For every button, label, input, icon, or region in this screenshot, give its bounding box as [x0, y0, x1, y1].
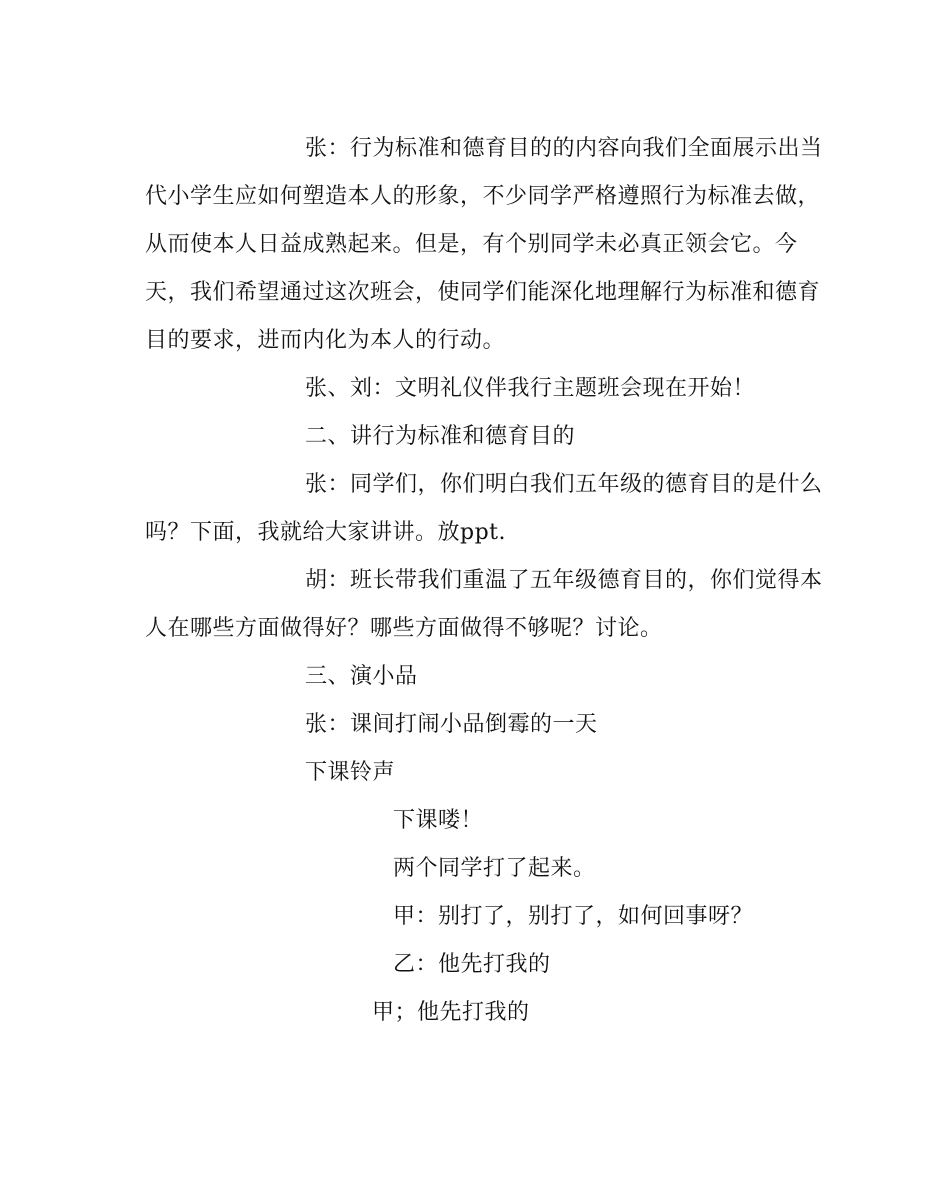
script-line: 两个同学打了起来。 — [393, 856, 596, 881]
paragraph-line: 代小学生应如何塑造本人的形象，不少同学严格遵照行为标准去做， — [145, 184, 821, 209]
paragraph-line: 张、刘：文明礼仪伴我行主题班会现在开始！ — [305, 376, 756, 401]
paragraph-line: 胡：班长带我们重温了五年级德育目的，你们觉得本 — [305, 568, 823, 593]
stage-direction: 下课铃声 — [305, 760, 396, 785]
paragraph-line: 张：同学们，你们明白我们五年级的德育目的是什么 — [305, 472, 823, 497]
section-heading: 二、讲行为标准和德育目的 — [305, 424, 576, 449]
paragraph-line: 天，我们希望通过这次班会，使同学们能深化地理解行为标准和德育 — [145, 280, 821, 305]
paragraph-line: 吗？下面，我就给大家讲讲。放ppt. — [145, 520, 507, 545]
script-line: 甲；他先打我的 — [372, 1000, 530, 1025]
paragraph-line: 从而使本人日益成熟起来。但是，有个别同学未必真正领会它。今 — [145, 232, 798, 257]
script-line: 乙：他先打我的 — [393, 952, 551, 977]
paragraph-line: 张：行为标准和德育目的的内容向我们全面展示出当 — [305, 136, 823, 161]
section-heading: 三、演小品 — [305, 664, 418, 689]
paragraph-line: 张：课间打闹小品倒霉的一天 — [305, 712, 598, 737]
paragraph-line: 目的要求，进而内化为本人的行动。 — [145, 328, 506, 353]
script-line: 甲：别打了，别打了，如何回事呀？ — [393, 904, 754, 929]
script-line: 下课喽！ — [393, 808, 484, 833]
paragraph-line: 人在哪些方面做得好？哪些方面做得不够呢？讨论。 — [145, 616, 663, 641]
